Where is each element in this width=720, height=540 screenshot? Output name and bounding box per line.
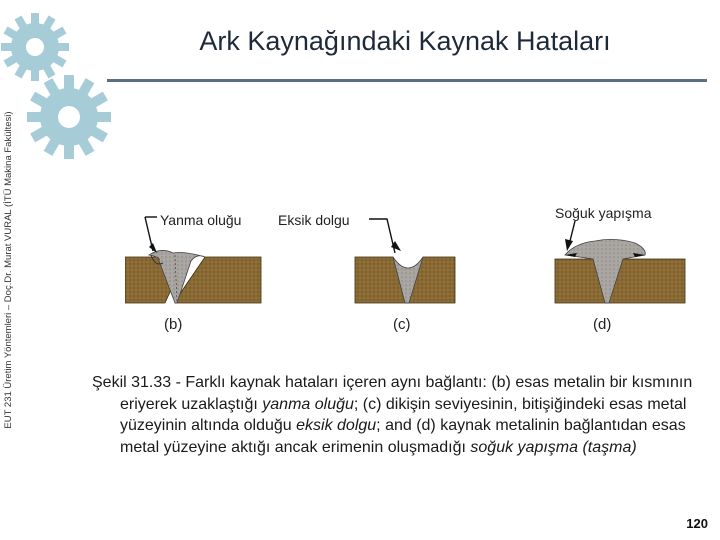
label-overlap: Soğuk yapışma: [555, 205, 652, 221]
caption-text: ; and (d) kaynak metalinin bağlantıdan esas metal yüzeyine aktığı ancak erimenin oluşmadığı: [120, 417, 686, 456]
caption-term: eksik dolgu: [296, 417, 377, 434]
label-underfill: Eksik dolgu: [278, 212, 350, 228]
caption-text: ; (c) dikişin seviyesinin, bitişiğindeki esas metal yüzeyinin altında olduğu: [120, 395, 687, 434]
weld-panel-overlap: [555, 221, 685, 303]
side-label: EUT 231 Üretim Yöntemleri – Doç.Dr. Murat VURAL (İTÜ Makina Fakültesi): [3, 111, 14, 429]
caption-term: yanma oluğu: [262, 395, 354, 413]
page-title: Ark Kaynağındaki Kaynak Hataları: [199, 26, 611, 56]
label-undercut: Yanma oluğu: [160, 212, 242, 228]
panel-label-c: (c): [393, 316, 411, 333]
page-number: 120: [686, 516, 708, 531]
gear-icon: [0, 12, 70, 82]
weld-panel-undercut: [125, 217, 261, 303]
gear-icon: [26, 74, 112, 160]
figure-caption: [92, 372, 720, 458]
panel-label-b: (b): [164, 316, 183, 333]
weld-panel-underfill: [355, 219, 455, 303]
title-divider: [107, 79, 707, 82]
caption-term: soğuk yapışma (taşma): [470, 438, 637, 456]
panel-label-d: (d): [593, 316, 612, 333]
caption-text: Şekil 31.33 ‑ Farklı kaynak hataları içeren aynı bağlantı: (b) esas metalin bir kısmının eriyerek uzaklaştığı: [92, 374, 693, 413]
